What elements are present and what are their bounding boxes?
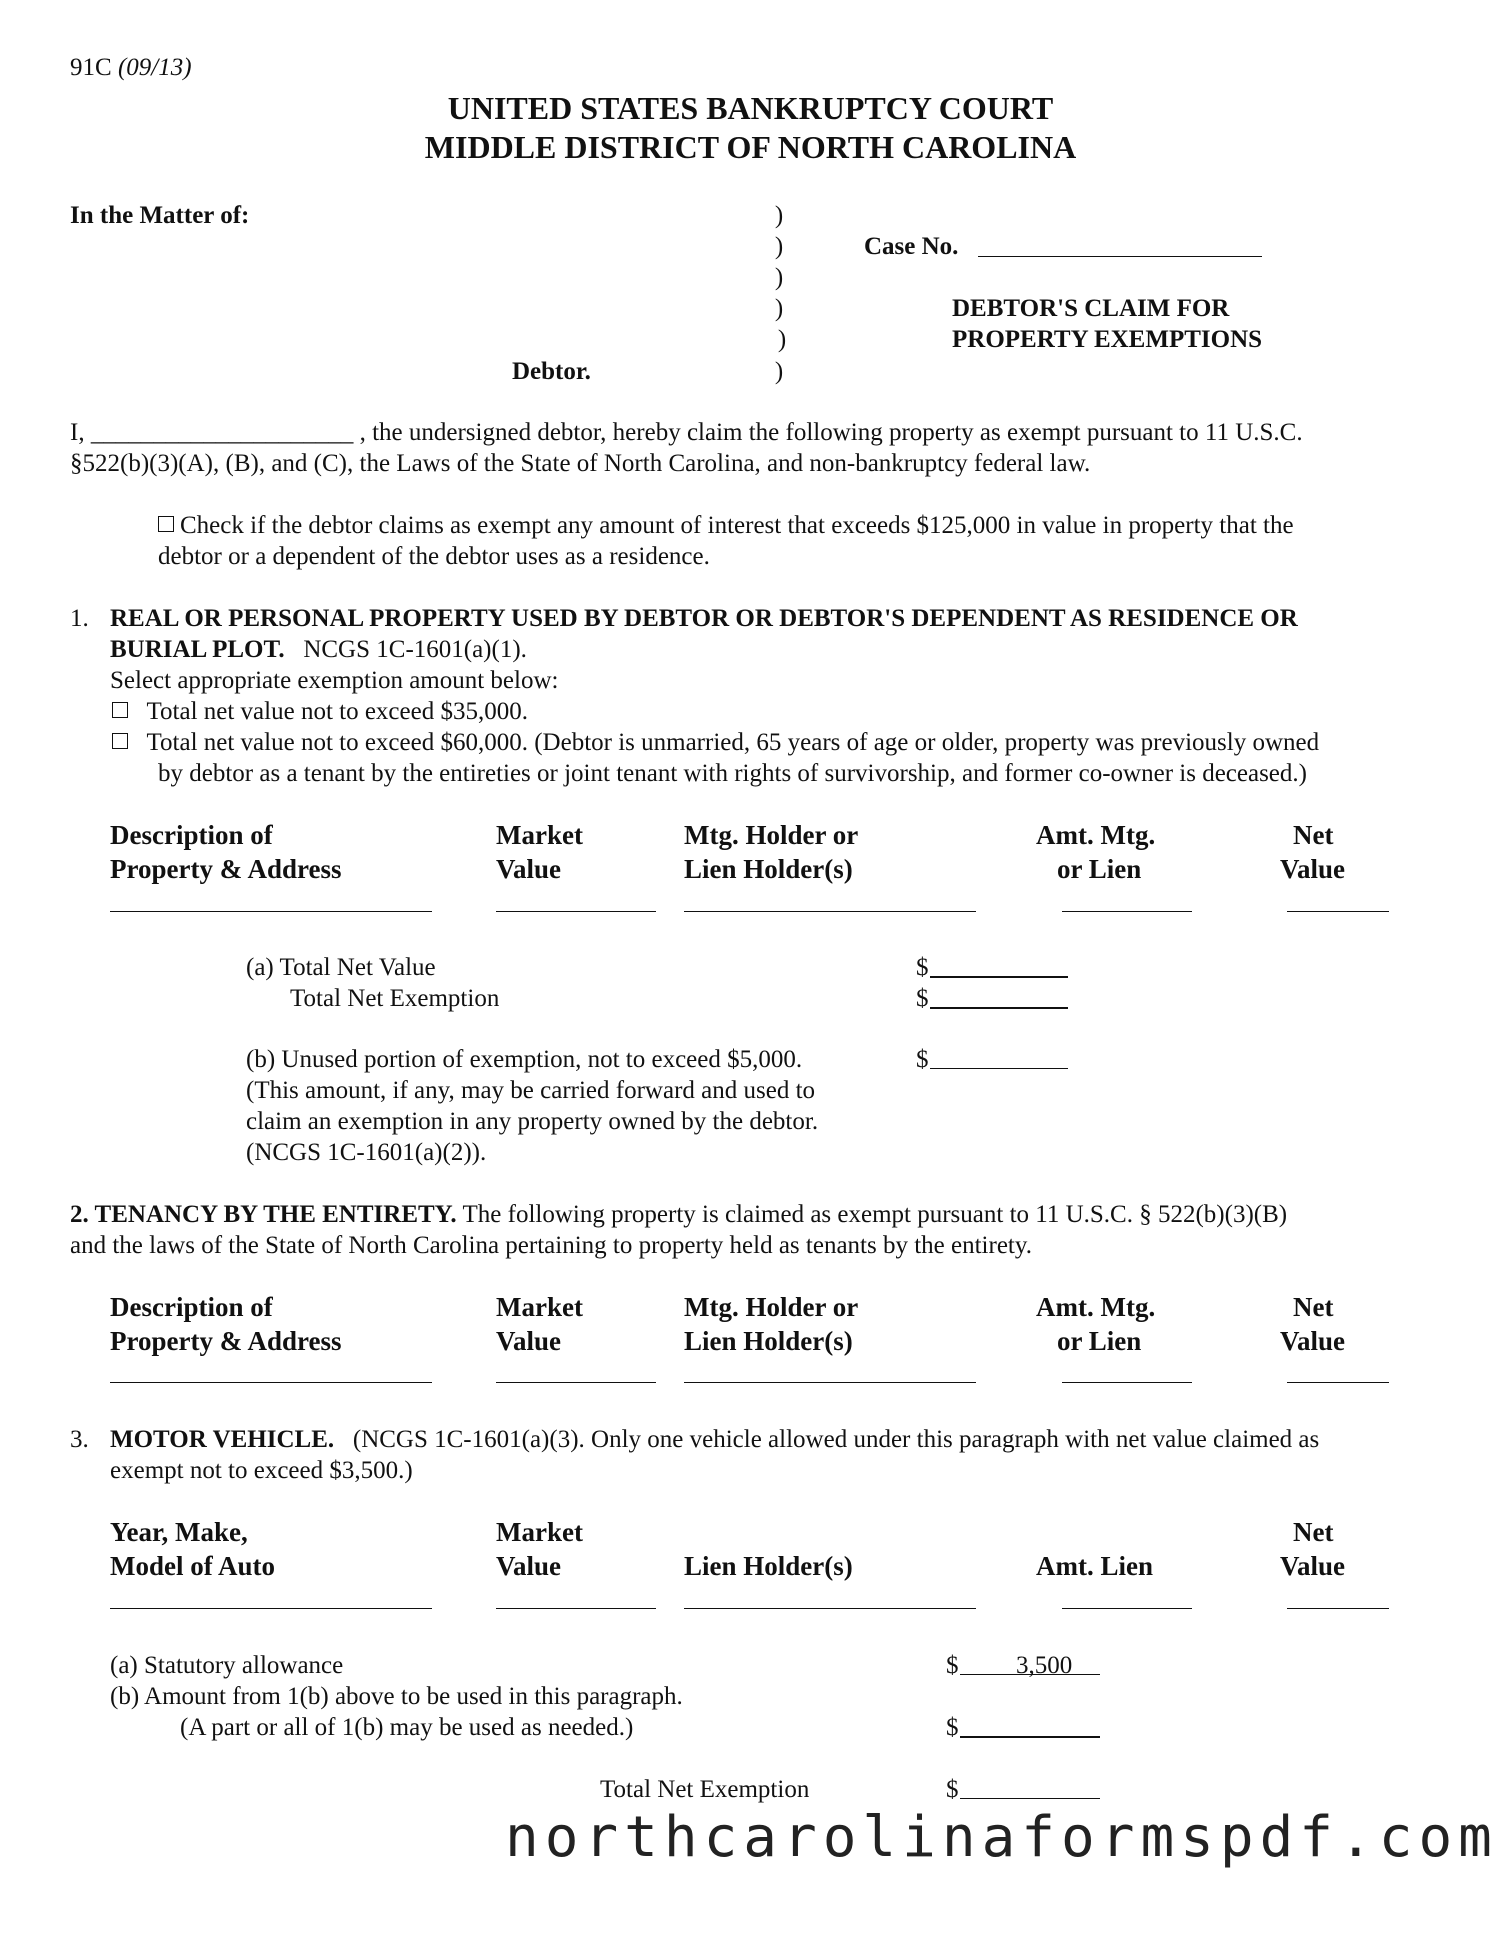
col-year-make: Model of Auto	[110, 1551, 275, 1581]
case-number-field[interactable]	[978, 256, 1262, 257]
unused-portion-field[interactable]	[930, 1068, 1068, 1069]
col-amt-lien: or Lien	[1057, 854, 1142, 884]
watermark: northcarolinaformspdf.com	[505, 1805, 1498, 1870]
market-value-field[interactable]	[496, 1608, 656, 1609]
col-lien-holder: Mtg. Holder or	[684, 820, 859, 850]
col-market-value: Value	[496, 1326, 562, 1356]
col-net-value: Net	[1293, 1292, 1334, 1322]
unused-portion-text: (NCGS 1C-1601(a)(2)).	[246, 1139, 487, 1166]
option-60000-text: by debtor as a tenant by the entireties or joint tenant with rights of survivorship, and former co-owner is deceased.)	[158, 760, 1307, 787]
net-value-field[interactable]	[1287, 1382, 1389, 1383]
total-net-exemption-field[interactable]	[930, 1007, 1068, 1009]
dollar-sign: $	[916, 1046, 929, 1073]
col-year-make: Year, Make,	[110, 1517, 248, 1547]
lien-holder-field[interactable]	[684, 1382, 976, 1383]
col-market-value: Market	[496, 820, 583, 850]
section3-line-1: MOTOR VEHICLE. (NCGS 1C-1601(a)(3). Only one vehicle allowed under this paragraph with net value claimed as	[110, 1426, 1320, 1453]
caption-paren: )	[774, 358, 784, 385]
caption-paren: )	[777, 326, 787, 353]
statutory-allowance-value: 3,500	[1016, 1652, 1073, 1679]
net-value-field[interactable]	[1287, 911, 1389, 912]
unused-portion-label: (b) Unused portion of exemption, not to exceed $5,000.	[246, 1046, 803, 1073]
amt-lien-field[interactable]	[1062, 911, 1192, 912]
total-net-value-field[interactable]	[930, 976, 1068, 978]
col-lien-holder: Lien Holder(s)	[684, 1551, 853, 1581]
unused-portion-text: claim an exemption in any property owned by the debtor.	[246, 1108, 819, 1135]
checkbox[interactable]	[112, 702, 128, 718]
col-description: Property & Address	[110, 854, 342, 884]
dollar-sign: $	[946, 1776, 959, 1803]
lien-holder-field[interactable]	[684, 911, 976, 912]
year-make-field[interactable]	[110, 1608, 432, 1609]
col-market-value: Market	[496, 1292, 583, 1322]
caption-paren: )	[774, 202, 784, 229]
col-net-value: Net	[1293, 1517, 1334, 1547]
option-35000[interactable]: Total net value not to exceed $35,000.	[112, 696, 528, 727]
description-field[interactable]	[110, 911, 432, 912]
section3-line-2: exempt not to exceed $3,500.)	[110, 1457, 413, 1484]
col-net-value: Value	[1280, 1326, 1346, 1356]
checkbox[interactable]	[112, 733, 128, 749]
section1-number: 1.	[70, 605, 89, 632]
col-net-value: Value	[1280, 1551, 1346, 1581]
claim-title: PROPERTY EXEMPTIONS	[952, 326, 1263, 353]
section1-title-line2: BURIAL PLOT. NCGS 1C-1601(a)(1).	[110, 636, 527, 663]
col-amt-lien: or Lien	[1057, 1326, 1142, 1356]
amount-from-1b-note: (A part or all of 1(b) may be used as needed.)	[180, 1714, 634, 1741]
col-amt-lien: Amt. Mtg.	[1036, 1292, 1156, 1322]
total-net-exemption-field[interactable]	[960, 1798, 1100, 1799]
net-value-field[interactable]	[1287, 1608, 1389, 1609]
col-lien-holder: Mtg. Holder or	[684, 1292, 859, 1322]
dollar-sign: $	[946, 1714, 959, 1741]
market-value-field[interactable]	[496, 1382, 656, 1383]
amt-lien-field[interactable]	[1062, 1608, 1192, 1609]
col-lien-holder: Lien Holder(s)	[684, 854, 853, 884]
col-market-value: Market	[496, 1517, 583, 1547]
section2-line-1: 2. TENANCY BY THE ENTIRETY. The following property is claimed as exempt pursuant to 11 U.S.C. § 522(b)(3)(B)	[70, 1201, 1288, 1228]
matter-label: In the Matter of:	[70, 202, 250, 229]
court-name: UNITED STATES BANKRUPTCY COURT	[447, 90, 1054, 126]
col-amt-lien: Amt. Mtg.	[1036, 820, 1156, 850]
col-market-value: Value	[496, 854, 562, 884]
caption-paren: )	[774, 295, 784, 322]
col-description: Description of	[110, 820, 273, 850]
option-60000[interactable]: Total net value not to exceed $60,000. (Debtor is unmarried, 65 years of age or older, property was previously owned	[112, 727, 1319, 758]
caption-paren: )	[774, 233, 784, 260]
col-market-value: Value	[496, 1551, 562, 1581]
section3-number: 3.	[70, 1426, 89, 1453]
section2-line-2: and the laws of the State of North Carolina pertaining to property held as tenants by the entirety.	[70, 1232, 1032, 1259]
description-field[interactable]	[110, 1382, 432, 1383]
unused-portion-text: (This amount, if any, may be carried forward and used to	[246, 1077, 816, 1104]
col-amt-lien: Amt. Lien	[1036, 1551, 1153, 1581]
caption-paren: )	[774, 264, 784, 291]
form-id: 91C (09/13)	[70, 54, 192, 81]
amount-from-1b-label: (b) Amount from 1(b) above to be used in this paragraph.	[110, 1683, 683, 1710]
market-value-field[interactable]	[496, 911, 656, 912]
col-net-value: Value	[1280, 854, 1346, 884]
col-net-value: Net	[1293, 820, 1334, 850]
statutory-allowance-label: (a) Statutory allowance	[110, 1652, 344, 1679]
intro-line-1: I, _____________________ , the undersigned debtor, hereby claim the following property as exempt pursuant to 11 U.S.C.	[70, 419, 1303, 446]
debtor-name-field[interactable]: _____________________	[90, 419, 354, 446]
lien-holder-field[interactable]	[684, 1608, 976, 1609]
col-description: Description of	[110, 1292, 273, 1322]
section1-select-text: Select appropriate exemption amount below:	[110, 667, 559, 694]
dollar-sign: $	[916, 985, 929, 1012]
dollar-sign: $	[946, 1652, 959, 1679]
amount-from-1b-field[interactable]	[960, 1736, 1100, 1738]
residence-exceed-checkbox-row[interactable]: Check if the debtor claims as exempt any amount of interest that exceeds $125,000 in value in property that the	[158, 510, 1294, 541]
residence-exceed-text: debtor or a dependent of the debtor uses as a residence.	[158, 543, 710, 570]
col-description: Property & Address	[110, 1326, 342, 1356]
intro-line-2: §522(b)(3)(A), (B), and (C), the Laws of the State of North Carolina, and non-bankruptcy federal law.	[70, 450, 1091, 477]
claim-title: DEBTOR'S CLAIM FOR	[952, 295, 1230, 322]
section1-title: REAL OR PERSONAL PROPERTY USED BY DEBTOR OR DEBTOR'S DEPENDENT AS RESIDENCE OR	[110, 605, 1298, 632]
checkbox[interactable]	[158, 516, 174, 532]
case-number-label: Case No.	[864, 233, 959, 260]
dollar-sign: $	[916, 954, 929, 981]
debtor-label: Debtor.	[512, 358, 591, 385]
court-district: MIDDLE DISTRICT OF NORTH CAROLINA	[424, 129, 1077, 165]
total-net-value-label: (a) Total Net Value	[246, 954, 436, 981]
col-lien-holder: Lien Holder(s)	[684, 1326, 853, 1356]
total-net-exemption-label: Total Net Exemption	[290, 985, 500, 1012]
total-net-exemption-label: Total Net Exemption	[600, 1776, 810, 1803]
amt-lien-field[interactable]	[1062, 1382, 1192, 1383]
